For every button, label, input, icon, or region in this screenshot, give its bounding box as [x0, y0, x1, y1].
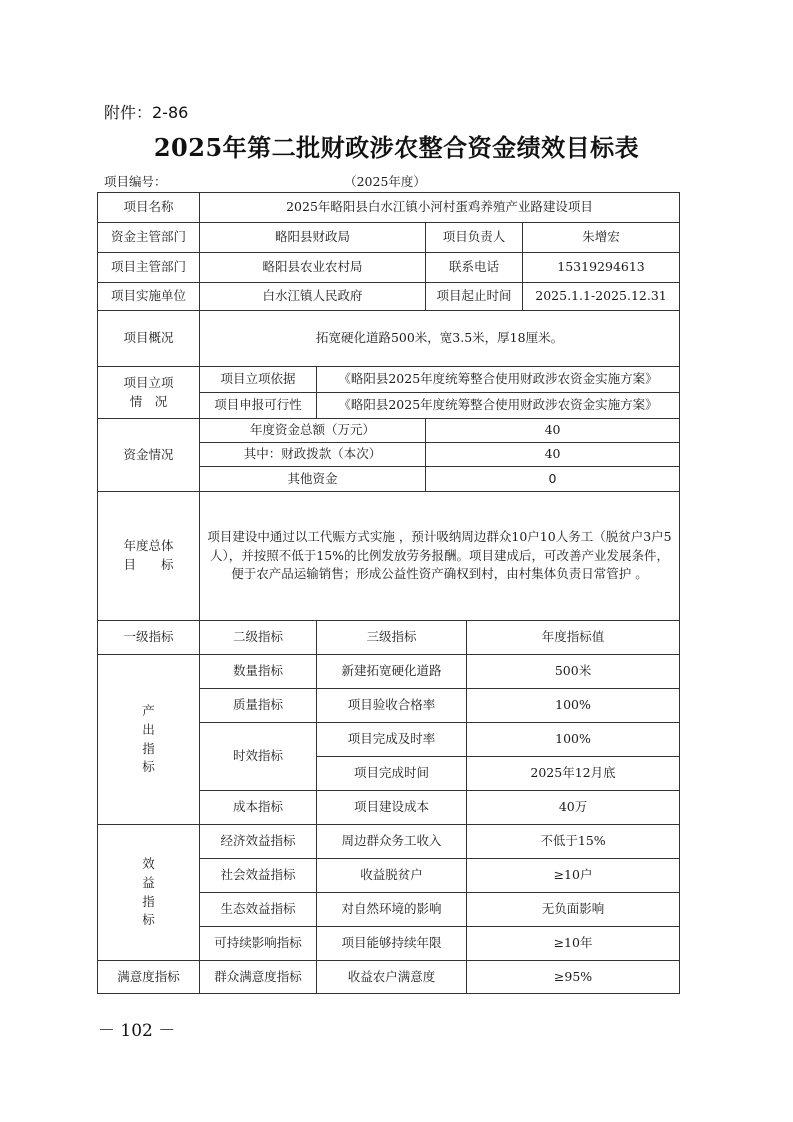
- page-title: 2025年第二批财政涉农整合资金绩效目标表: [153, 133, 640, 162]
- indicator-header-row: [98, 621, 680, 655]
- table-row: [98, 419, 680, 443]
- fund-dept-value: 略阳县财政局: [200, 223, 426, 253]
- year-label: （2025年度）: [344, 174, 426, 189]
- value-cell: 不低于15%: [467, 825, 680, 859]
- level3-cell: 项目完成时间: [317, 757, 467, 791]
- value-cell: 100%: [467, 689, 680, 723]
- level2-cell: 社会效益指标: [200, 859, 317, 893]
- output-label-char: 产: [142, 703, 155, 718]
- project-name-label: 项目名称: [98, 193, 200, 223]
- period-value: 2025.1.1-2025.12.31: [523, 283, 680, 311]
- level3-cell: 周边群众务工收入: [317, 825, 467, 859]
- level3-cell: 项目验收合格率: [317, 689, 467, 723]
- output-indicator-label: [98, 655, 200, 825]
- phone-label: 联系电话: [426, 253, 523, 283]
- value-cell: 无负面影响: [467, 893, 680, 927]
- funds-other-value: 0: [426, 467, 680, 492]
- feasibility-label: 项目申报可行性: [200, 393, 317, 419]
- project-dept-value: 略阳县农业农村局: [200, 253, 426, 283]
- benefit-label-char: 益: [142, 874, 155, 890]
- impl-unit-label: 项目实施单位: [98, 283, 200, 311]
- table-row: [98, 492, 680, 621]
- level2-cell: 生态效益指标: [200, 893, 317, 927]
- overview-value: 拓宽硬化道路500米，宽3.5米，厚18厘米。: [200, 311, 680, 367]
- level2-cell: 可持续影响指标: [200, 927, 317, 961]
- level2-cell: 群众满意度指标: [200, 961, 317, 994]
- table-row: [98, 311, 680, 367]
- value-cell: ≥10年: [467, 927, 680, 961]
- funds-total-value: 40: [426, 419, 680, 443]
- benefit-label-char: 指: [142, 893, 155, 909]
- performance-target-table: [97, 192, 680, 994]
- level3-cell: 项目能够持续年限: [317, 927, 467, 961]
- table-row: [98, 961, 680, 994]
- goal-label-line2: 目 标: [123, 557, 174, 572]
- funds-fiscal-label: 其中：财政拨款（本次）: [200, 443, 426, 467]
- output-label-char: 出: [142, 721, 155, 737]
- project-number-label: 项目编号：: [104, 174, 167, 189]
- table-row: [98, 253, 680, 283]
- goal-label: [98, 492, 200, 621]
- value-cell: ≥10户: [467, 859, 680, 893]
- output-label-char: 标: [142, 759, 155, 775]
- level3-cell: 收益农户满意度: [317, 961, 467, 994]
- feasibility-value: 《略阳县2025年度统筹整合使用财政涉农资金实施方案》: [317, 393, 680, 419]
- header-value: 年度指标值: [467, 621, 680, 655]
- table-row: [98, 825, 680, 859]
- approval-label: [98, 367, 200, 419]
- level3-cell: 项目建设成本: [317, 791, 467, 825]
- attachment-label: 附件：2-86: [104, 103, 189, 122]
- value-cell: 100%: [467, 723, 680, 757]
- approval-basis-label: 项目立项依据: [200, 367, 317, 393]
- benefit-indicator-label: [98, 825, 200, 961]
- table-row: [98, 655, 680, 689]
- funds-other-label: 其他资金: [200, 467, 426, 492]
- value-cell: ≥95%: [467, 961, 680, 994]
- level3-cell: 新建拓宽硬化道路: [317, 655, 467, 689]
- level2-cell: 经济效益指标: [200, 825, 317, 859]
- level3-cell: 对自然环境的影响: [317, 893, 467, 927]
- benefit-label-char: 标: [142, 912, 155, 928]
- level2-cell: 质量指标: [200, 689, 317, 723]
- header-level1: 一级指标: [98, 621, 200, 655]
- funds-label: 资金情况: [98, 419, 200, 492]
- level3-cell: 收益脱贫户: [317, 859, 467, 893]
- page-number: － 102 －: [98, 1021, 176, 1041]
- overview-label: 项目概况: [98, 311, 200, 367]
- funds-total-label: 年度资金总额（万元）: [200, 419, 426, 443]
- table-row: [98, 283, 680, 311]
- impl-unit-value: 白水江镇人民政府: [200, 283, 426, 311]
- level2-cell: 成本指标: [200, 791, 317, 825]
- goal-label-line1: 年度总体: [123, 538, 174, 554]
- level2-cell: 数量指标: [200, 655, 317, 689]
- leader-value: 朱增宏: [523, 223, 680, 253]
- level3-cell: 项目完成及时率: [317, 723, 467, 757]
- approval-label-line2: 情 况: [129, 393, 168, 409]
- goal-text: 项目建设中通过以工代赈方式实施 ，预计吸纳周边群众10户10人务工（脱贫户3户5人），并按照不低于15%的比例发放劳务报酬。项目建成后，可改善产业发展条件，便于农产品运输销售；形成公益性资产确权到村，由村集体负责日常管护 。: [200, 492, 680, 621]
- value-cell: 500米: [467, 655, 680, 689]
- project-name-value: 2025年略阳县白水江镇小河村蛋鸡养殖产业路建设项目: [200, 193, 680, 223]
- fund-dept-label: 资金主管部门: [98, 223, 200, 253]
- funds-fiscal-value: 40: [426, 443, 680, 467]
- value-cell: 2025年12月底: [467, 757, 680, 791]
- header-level3: 三级指标: [317, 621, 467, 655]
- table-row: [98, 193, 680, 223]
- approval-basis-value: 《略阳县2025年度统筹整合使用财政涉农资金实施方案》: [317, 367, 680, 393]
- approval-label-line1: 项目立项: [123, 374, 174, 390]
- project-dept-label: 项目主管部门: [98, 253, 200, 283]
- phone-value: 15319294613: [523, 253, 680, 283]
- value-cell: 40万: [467, 791, 680, 825]
- period-label: 项目起止时间: [426, 283, 523, 311]
- satisfaction-indicator-label: 满意度指标: [98, 961, 200, 994]
- header-level2: 二级指标: [200, 621, 317, 655]
- table-row: [98, 367, 680, 393]
- leader-label: 项目负责人: [426, 223, 523, 253]
- benefit-label-char: 效: [142, 856, 155, 871]
- level2-cell: 时效指标: [200, 723, 317, 791]
- table-row: [98, 223, 680, 253]
- output-label-char: 指: [142, 740, 155, 756]
